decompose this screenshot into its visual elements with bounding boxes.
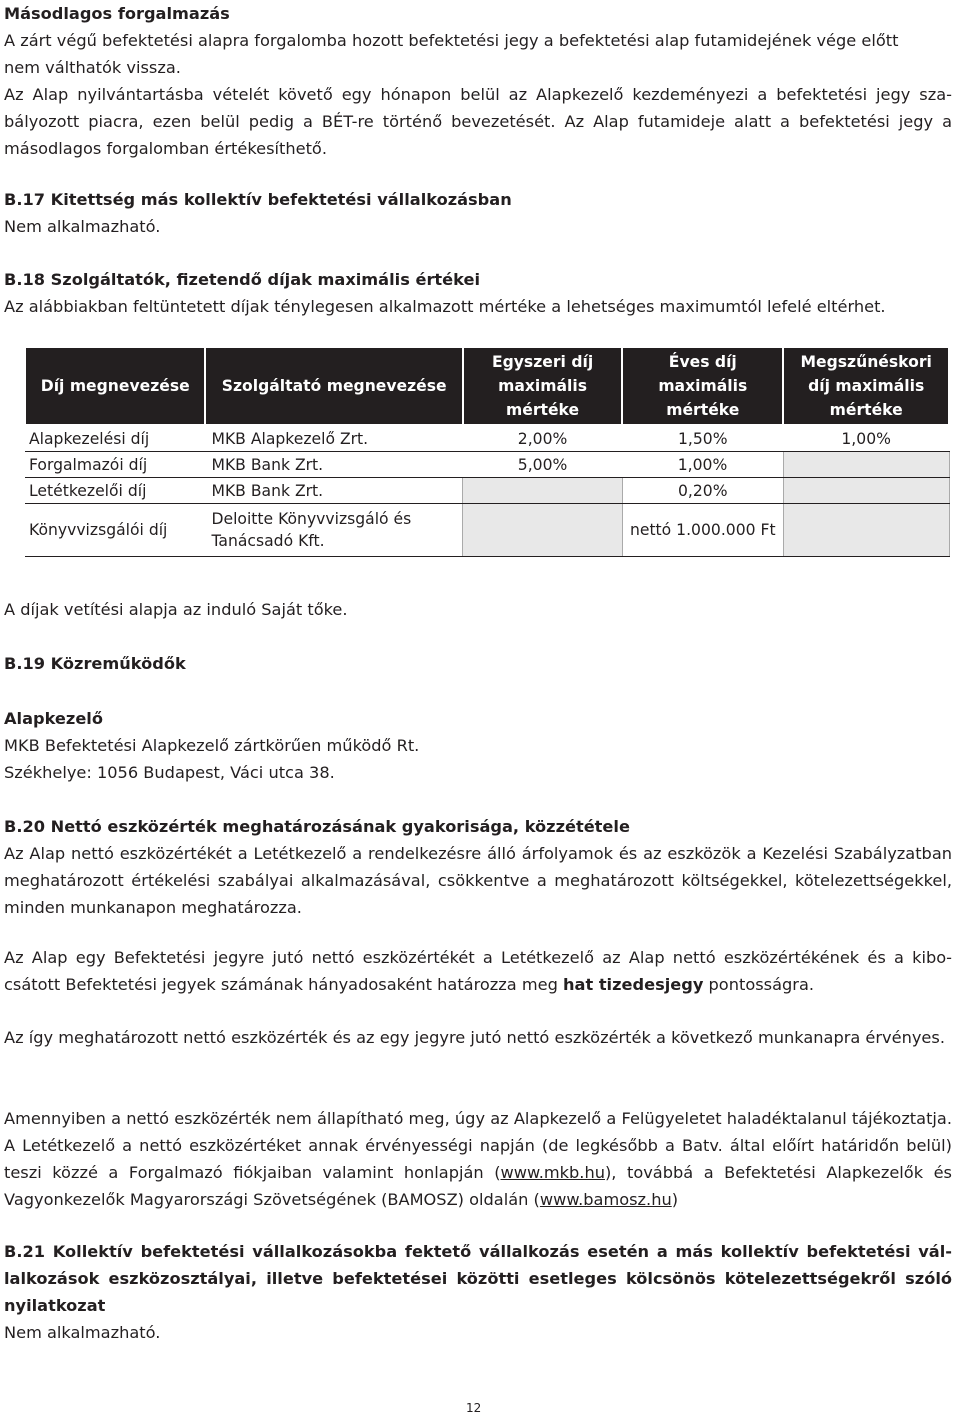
text-span: ) — [671, 1190, 679, 1209]
table-cell: 5,00% — [463, 452, 622, 478]
fees-table — [24, 346, 950, 557]
secondary-market-section — [4, 0, 952, 162]
table-cell: Letétkezelői díj — [25, 478, 205, 504]
column-header: Éves díj maximális mértéke — [622, 347, 783, 425]
table-cell: MKB Bank Zrt. — [205, 478, 462, 504]
paragraph-line: nem válthatók vissza. — [4, 58, 181, 77]
b18-section — [4, 266, 952, 320]
b17-section — [4, 186, 952, 240]
table-cell: 0,20% — [622, 478, 783, 504]
column-header: Egyszeri díj maximális mértéke — [463, 347, 622, 425]
table-cell-empty — [783, 452, 949, 478]
bamosz-link[interactable]: www.bamosz.hu — [539, 1190, 672, 1209]
table-cell: Deloitte Könyvvizsgáló és Tanácsadó Kft. — [205, 504, 462, 557]
paragraph: Az Alap nyilvántartásba vételét követő egy hónapon belül az Alapkezelő kezdeményezi a befektetési jegy szabályozott piacra, ezen belül pedig a BÉT-re történő bevezetését. Az Alap futamideje alatt a befektetési jegy a másodlagos forgalomban értékesíthető. — [4, 85, 952, 158]
column-header: Megszűnéskori díj maximális mértéke — [783, 347, 949, 425]
fund-manager-block — [4, 705, 952, 786]
table-cell-empty — [783, 478, 949, 504]
mkb-link[interactable]: www.mkb.hu — [500, 1163, 605, 1182]
fee-basis-note — [4, 596, 952, 623]
column-header: Szolgáltató megnevezése — [205, 347, 462, 425]
paragraph: Nem alkalmazható. — [4, 217, 161, 236]
section-heading: B.17 Kitettség más kollektív befektetési vállalkozásban — [4, 190, 512, 209]
table-cell-empty — [463, 478, 622, 504]
text-span: ), továbbá a Befektetési Alapkezelők és Vagyonkezelők Magyarországi Szövetségének (BAMOSZ) oldalán ( — [4, 1163, 952, 1209]
paragraph: Az alábbiakban feltüntetett díjak ténylegesen alkalmazott mértéke a lehetséges maximumtól lefelé eltérhet. — [4, 297, 886, 316]
table-row — [25, 425, 949, 452]
table-cell: MKB Alapkezelő Zrt. — [205, 425, 462, 452]
b19-section — [4, 650, 952, 677]
section-heading: B.18 Szolgáltatók, fizetendő díjak maximális értékei — [4, 270, 480, 289]
paragraph-line: Székhelye: 1056 Budapest, Váci utca 38. — [4, 763, 335, 782]
table-cell: Forgalmazói díj — [25, 452, 205, 478]
column-header: Díj megnevezése — [25, 347, 205, 425]
section-heading: Másodlagos forgalmazás — [4, 4, 230, 23]
table-cell: nettó 1.000.000 Ft — [622, 504, 783, 557]
table-cell: 2,00% — [463, 425, 622, 452]
table-cell: 1,00% — [622, 452, 783, 478]
table-cell: Könyvvizsgálói díj — [25, 504, 205, 557]
page-number: 12 — [466, 1401, 482, 1415]
paragraph-line: MKB Befektetési Alapkezelő zártkörűen működő Rt. — [4, 736, 420, 755]
paragraph: Az Alap nettó eszközértékét a Letétkezelő a rendelkezésre álló árfolyamok és az eszközök a Kezelési Szabályzatban meghatározott értékelési szabályai alkalmazásával, csökkentve a meghatározott költségekkel, kötelezettségekkel, minden munkanapon meghatározza. — [4, 844, 952, 917]
b21-section — [4, 1238, 952, 1346]
paragraph: Nem alkalmazható. — [4, 1323, 161, 1342]
table-row — [25, 452, 949, 478]
b20-paragraph-3 — [4, 1024, 952, 1051]
text-span: Amennyiben a nettó eszközérték nem állapítható meg, úgy az Alapkezelő a Felügyeletet haladéktalanul tájékoztatja. A Letétkezelő a nettó eszközértéket annak érvényességi napján (de legkésőbb a Batv. által előírt határidőn belül) teszi közzé a Forgalmazó fiókjaiban valamint honlapján ( — [4, 1109, 952, 1182]
paragraph: A díjak vetítési alapja az induló Saját tőke. — [4, 600, 348, 619]
b20-paragraph-2 — [4, 944, 952, 998]
table-header-row — [25, 347, 949, 425]
b20-section — [4, 813, 952, 921]
text-span: Az Alap egy Befektetési jegyre jutó nettó eszközértékét a Letétkezelő az Alap nettó eszközértékének és a kibocsátott Befektetési jegyek számának hányadosaként határozza meg — [4, 948, 952, 994]
section-heading: B.19 Közreműködők — [4, 654, 186, 673]
section-heading: B.21 Kollektív befektetési vállalkozásokba fektető vállalkozás esetén a más kollektív befektetési vállalkozások eszközosztályai, illetve befektetései közötti esetleges kölcsönös kötelezettségekről szóló nyilatkozat — [4, 1242, 952, 1315]
table-cell: Alapkezelési díj — [25, 425, 205, 452]
bold-text: hat tizedesjegy — [563, 975, 704, 994]
table-row — [25, 504, 949, 557]
table-cell: 1,00% — [783, 425, 949, 452]
table-cell-empty — [463, 504, 622, 557]
table-cell: MKB Bank Zrt. — [205, 452, 462, 478]
table-cell-empty — [783, 504, 949, 557]
text-span: pontosságra. — [703, 975, 815, 994]
table-row — [25, 478, 949, 504]
paragraph-line: A zárt végű befektetési alapra forgalomba hozott befektetési jegy a befektetési alap futamidejének vége előtt — [4, 31, 899, 50]
section-heading: B.20 Nettó eszközérték meghatározásának gyakorisága, közzététele — [4, 817, 630, 836]
b20-paragraph-4 — [4, 1105, 952, 1213]
sub-heading: Alapkezelő — [4, 709, 103, 728]
text-span: Az így meghatározott nettó eszközérték és az egy jegyre jutó nettó eszközérték a következő munkanapra érvényes. — [4, 1028, 945, 1047]
table-cell: 1,50% — [622, 425, 783, 452]
